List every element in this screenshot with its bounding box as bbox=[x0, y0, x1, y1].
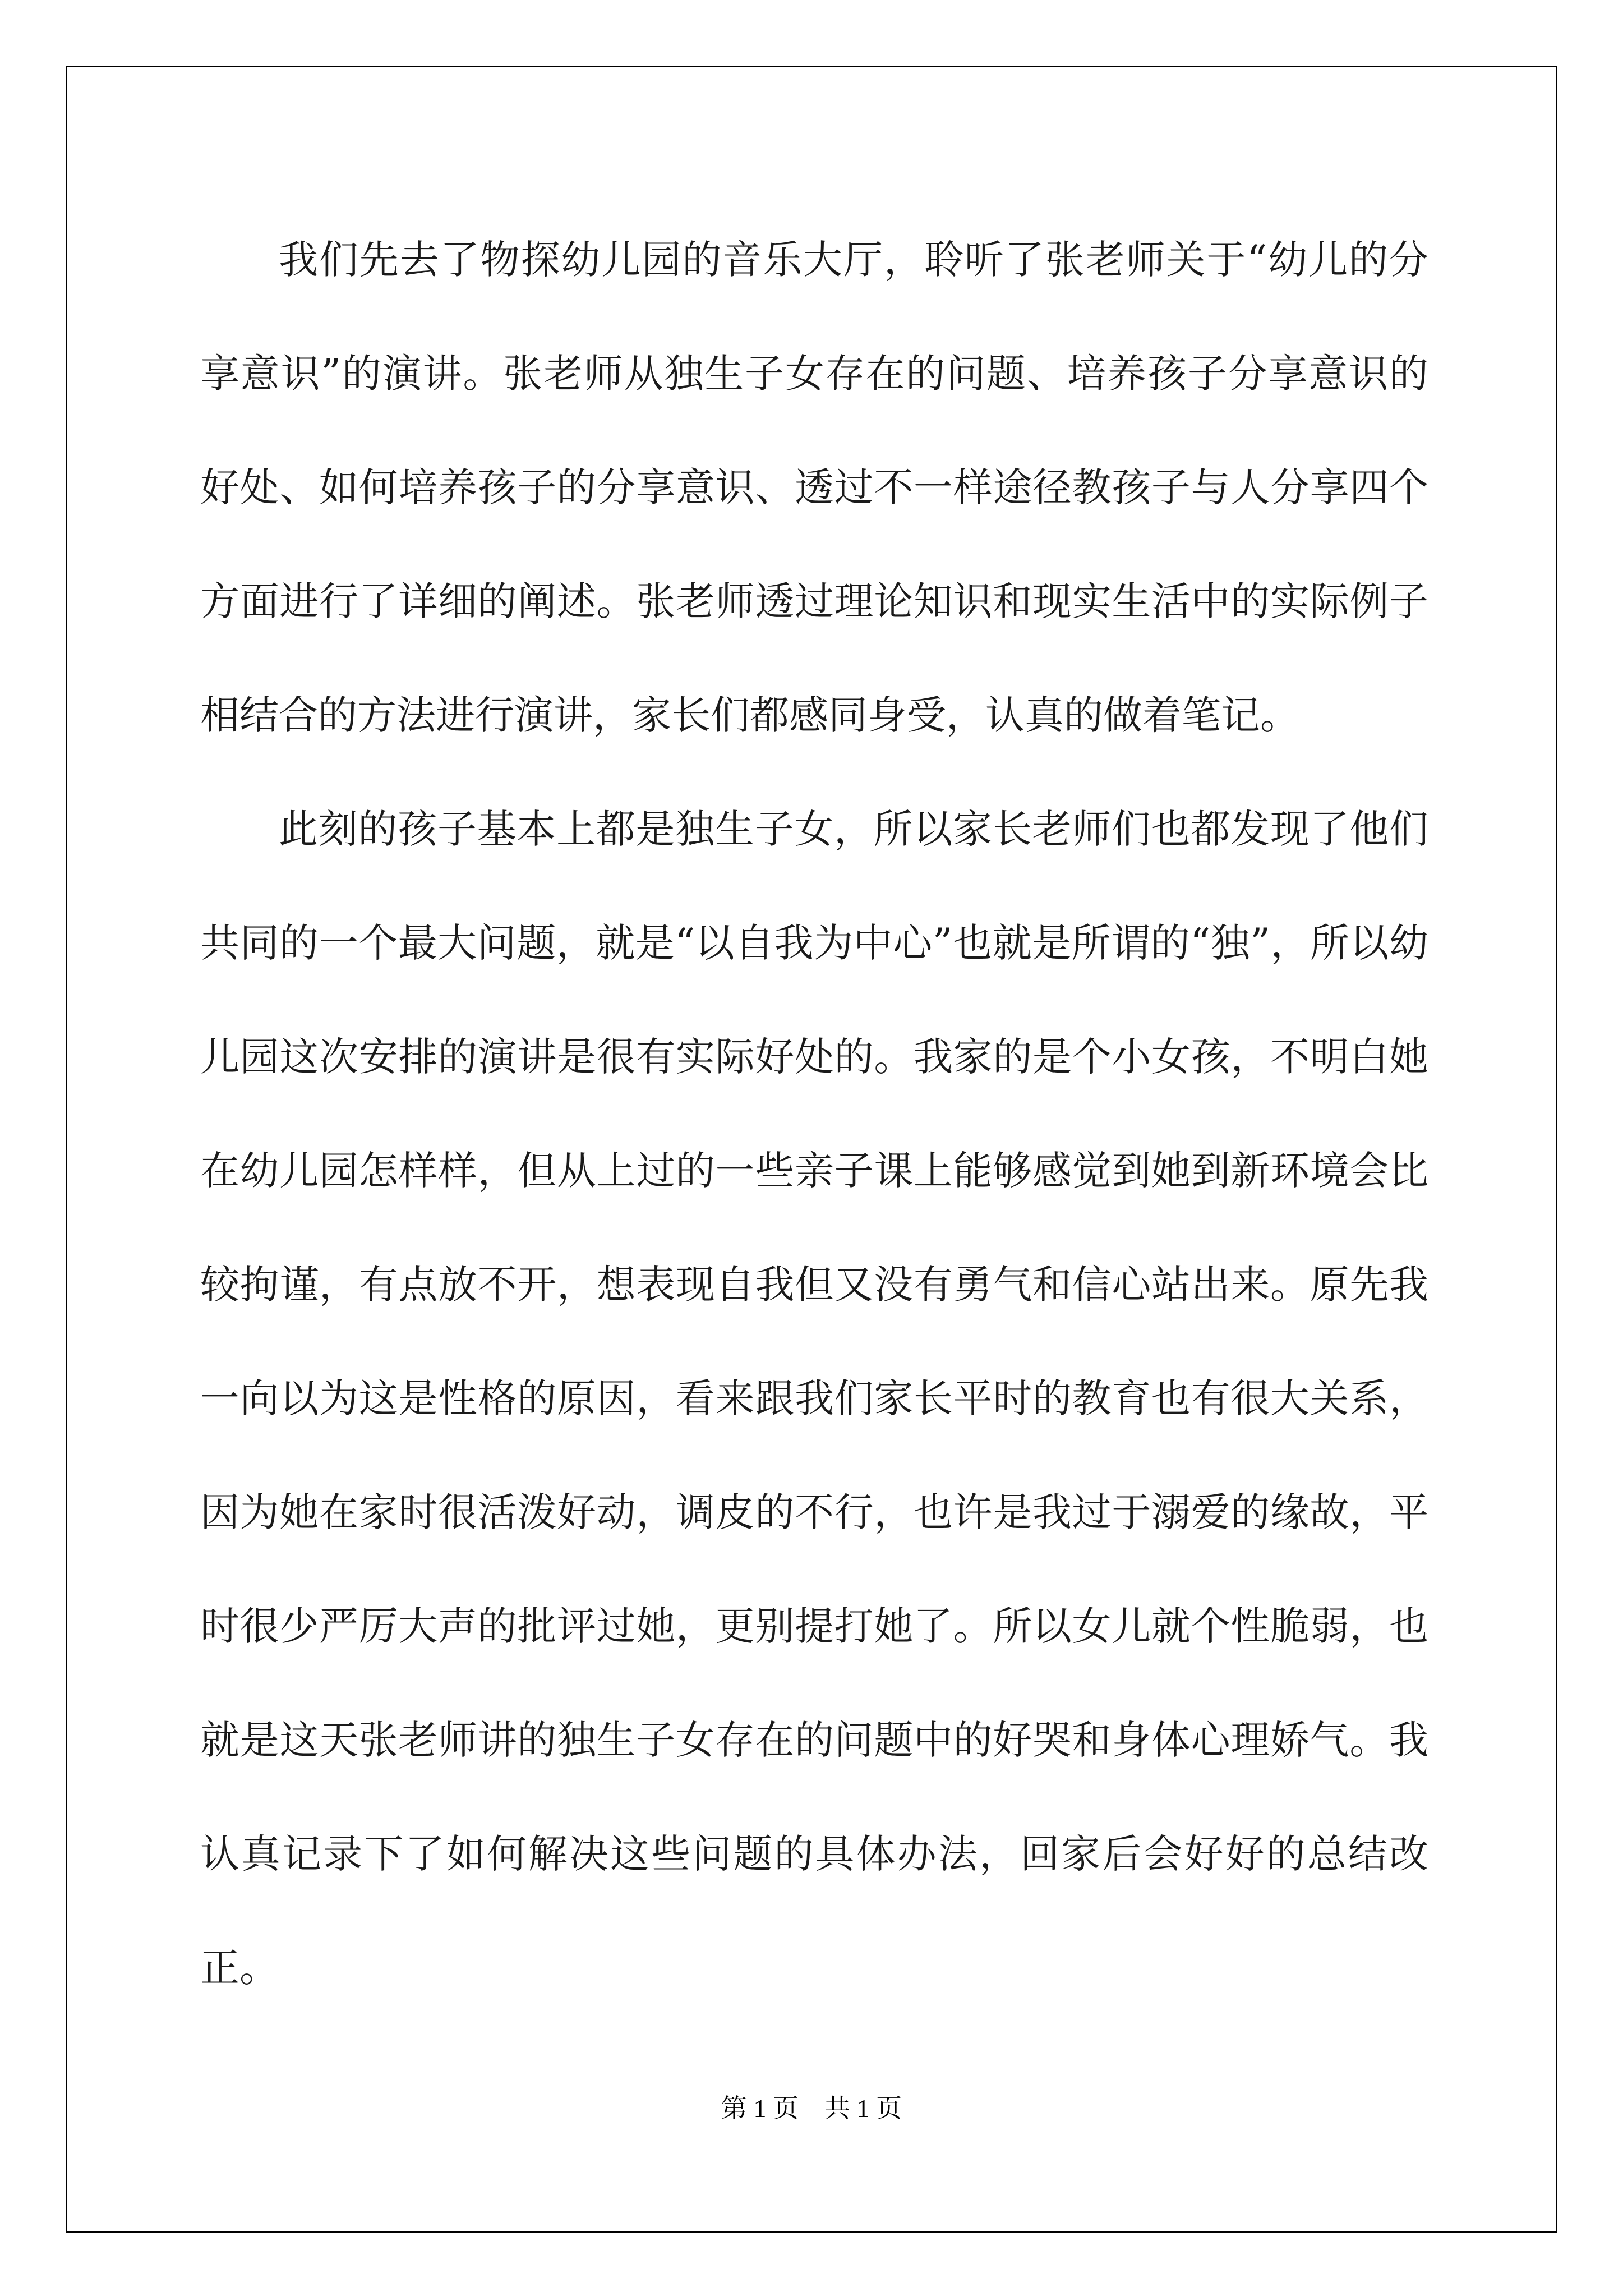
paragraph-2: 此刻的孩子基本上都是独生子女，所以家长老师们也都发现了他们共同的一个最大问题，就是“以自我为中心”也就是所谓的“独”，所以幼儿园这次安排的演讲是很有实际好处的。我家的是个小女孩，不明白她在幼儿园怎样样，但从上过的一些亲子课上能够感觉到她到新环境会比较拘谨，有点放不开，想表现自我但又没有勇气和信心站出来。原先我一向以为这是性格的原因，看来跟我们家长平时的教育也有很大关系，因为她在家时很活泼好动，调皮的不行，也许是我过于溺爱的缘故，平时很少严厉大声的批评过她，更别提打她了。所以女儿就个性脆弱，也就是这天张老师讲的独生子女存在的问题中的好哭和身体心理娇气。我认真记录下了如何解决这些问题的具体办法，回家后会好好的总结改正。 bbox=[200, 806, 1428, 1991]
document-body bbox=[200, 203, 1428, 2025]
page-number-footer: 第 1 页 共 1 页 bbox=[721, 2094, 902, 2123]
paragraph-1: 我们先去了物探幼儿园的音乐大厅，聆听了张老师关于“幼儿的分享意识”的演讲。张老师从独生子女存在的问题、培养孩子分享意识的好处、如何培养孩子的分享意识、透过不一样途径教孩子与人分享四个方面进行了详细的阐述。张老师透过理论知识和现实生活中的实际例子相结合的方法进行演讲，家长们都感同身受，认真的做着笔记。 bbox=[200, 237, 1428, 738]
